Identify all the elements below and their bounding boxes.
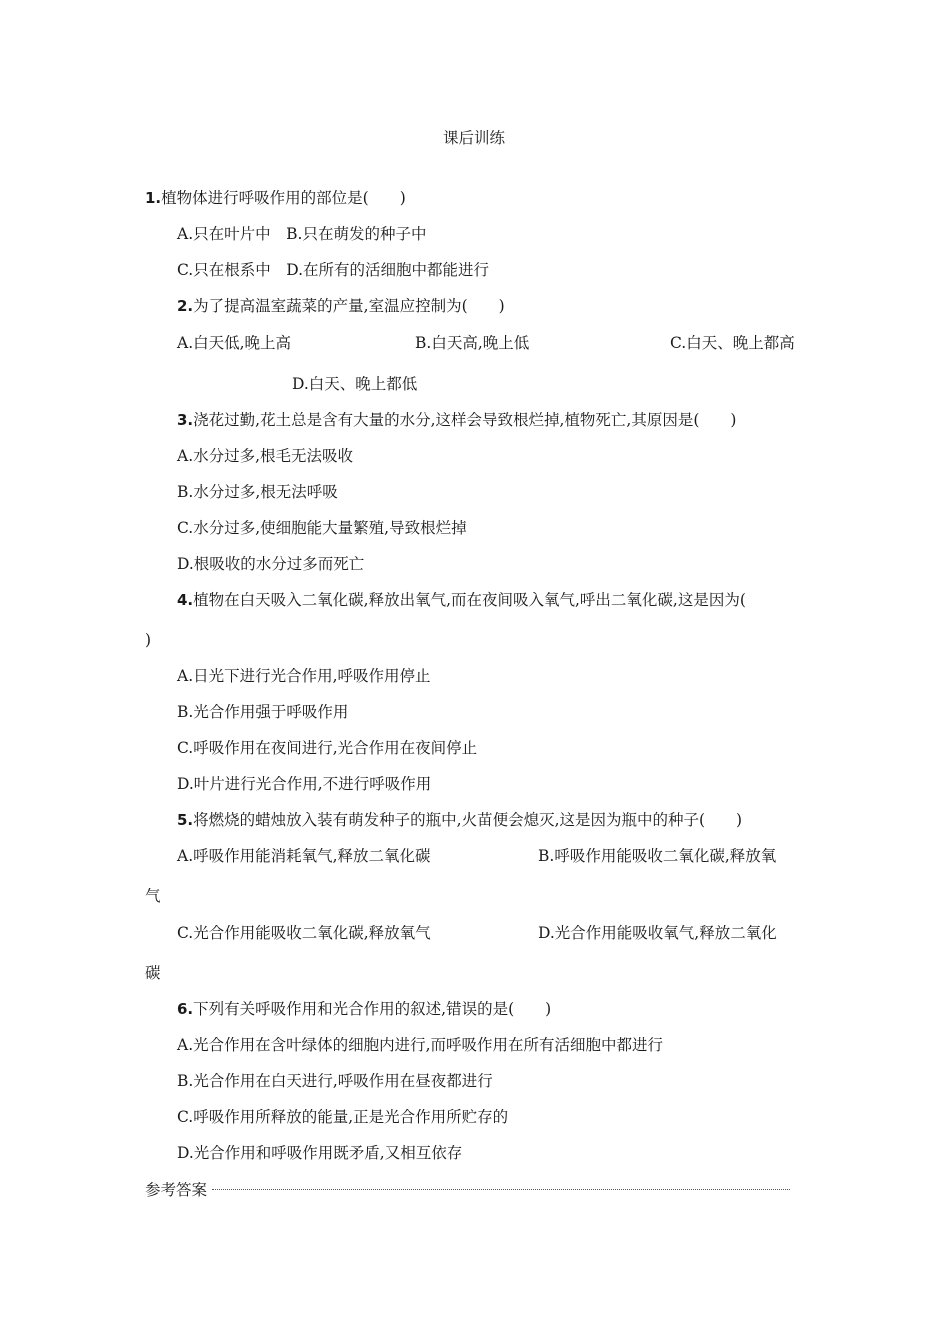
q5-option-b-continued: 气 bbox=[145, 887, 161, 905]
question-number: 4. bbox=[177, 591, 194, 609]
q4-option-a: A.日光下进行光合作用,呼吸作用停止 bbox=[177, 667, 431, 685]
question-2 bbox=[177, 296, 505, 316]
q1-options-row-2: C.只在根系中 D.在所有的活细胞中都能进行 bbox=[177, 261, 490, 279]
question-number: 2. bbox=[177, 297, 194, 315]
q5-option-d: D.光合作用能吸收氧气,释放二氧化 bbox=[538, 924, 777, 942]
q6-option-d: D.光合作用和呼吸作用既矛盾,又相互依存 bbox=[177, 1144, 463, 1162]
answer-label: 参考答案 bbox=[145, 1181, 208, 1199]
page-title: 课后训练 bbox=[443, 129, 506, 147]
q5-option-c: C.光合作用能吸收二氧化碳,释放氧气 bbox=[177, 924, 431, 942]
q4-option-d: D.叶片进行光合作用,不进行呼吸作用 bbox=[177, 775, 432, 793]
q6-option-c: C.呼吸作用所释放的能量,正是光合作用所贮存的 bbox=[177, 1108, 509, 1126]
question-stem: 下列有关呼吸作用和光合作用的叙述,错误的是( ) bbox=[193, 1000, 552, 1018]
q5-option-d-continued: 碳 bbox=[145, 964, 161, 982]
question-1 bbox=[145, 188, 406, 208]
question-stem: 植物体进行呼吸作用的部位是( ) bbox=[161, 189, 406, 207]
q3-option-d: D.根吸收的水分过多而死亡 bbox=[177, 555, 365, 573]
q2-option-c: C.白天、晚上都高 bbox=[670, 334, 795, 352]
dotted-divider bbox=[212, 1189, 790, 1190]
q2-option-d: D.白天、晚上都低 bbox=[292, 375, 418, 393]
q3-option-c: C.水分过多,使细胞能大量繁殖,导致根烂掉 bbox=[177, 519, 467, 537]
question-6 bbox=[177, 999, 551, 1019]
q6-option-a: A.光合作用在含叶绿体的细胞内进行,而呼吸作用在所有活细胞中都进行 bbox=[177, 1036, 664, 1054]
q3-option-b: B.水分过多,根无法呼吸 bbox=[177, 483, 338, 501]
q1-options-row-1: A.只在叶片中 B.只在萌发的种子中 bbox=[177, 225, 427, 243]
q2-option-b: B.白天高,晚上低 bbox=[415, 334, 530, 352]
question-stem: 植物在白天吸入二氧化碳,释放出氧气,而在夜间吸入氧气,呼出二氧化碳,这是因为( bbox=[193, 591, 746, 609]
q5-option-a: A.呼吸作用能消耗氧气,释放二氧化碳 bbox=[177, 847, 431, 865]
question-4-stem-continued: ) bbox=[145, 631, 152, 649]
question-stem: 为了提高温室蔬菜的产量,室温应控制为( ) bbox=[193, 297, 505, 315]
q4-option-b: B.光合作用强于呼吸作用 bbox=[177, 703, 349, 721]
question-number: 5. bbox=[177, 811, 194, 829]
question-stem: 将燃烧的蜡烛放入装有萌发种子的瓶中,火苗便会熄灭,这是因为瓶中的种子( ) bbox=[193, 811, 743, 829]
q2-option-a: A.白天低,晚上高 bbox=[177, 334, 292, 352]
question-4 bbox=[177, 590, 746, 610]
question-number: 6. bbox=[177, 1000, 194, 1018]
q5-option-b: B.呼吸作用能吸收二氧化碳,释放氧 bbox=[538, 847, 777, 865]
q6-option-b: B.光合作用在白天进行,呼吸作用在昼夜都进行 bbox=[177, 1072, 493, 1090]
q4-option-c: C.呼吸作用在夜间进行,光合作用在夜间停止 bbox=[177, 739, 478, 757]
question-stem: 浇花过勤,花土总是含有大量的水分,这样会导致根烂掉,植物死亡,其原因是( ) bbox=[193, 411, 737, 429]
question-number: 3. bbox=[177, 411, 194, 429]
q3-option-a: A.水分过多,根毛无法吸收 bbox=[177, 447, 354, 465]
question-number: 1. bbox=[145, 189, 162, 207]
question-3 bbox=[177, 410, 736, 430]
question-5 bbox=[177, 810, 742, 830]
